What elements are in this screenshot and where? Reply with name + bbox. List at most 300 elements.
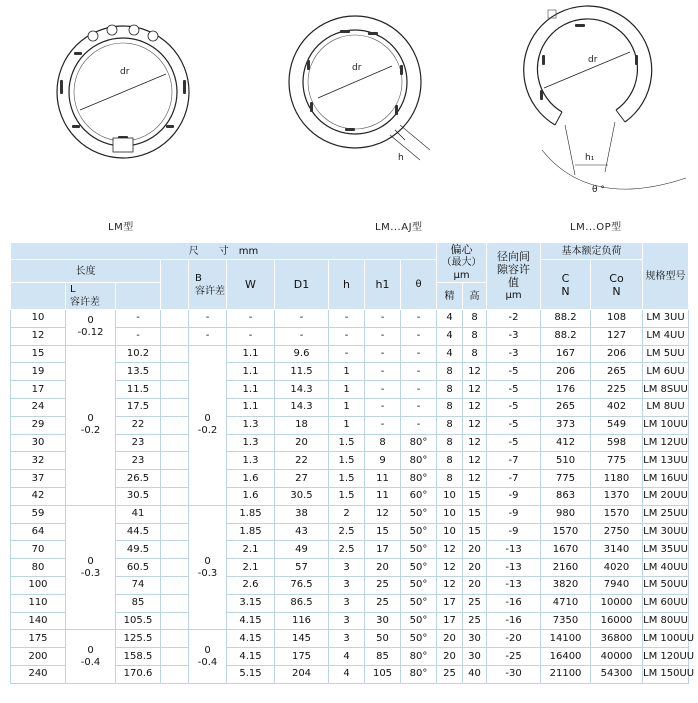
cell-6: 25	[365, 576, 401, 594]
cell-10: -5	[487, 416, 541, 434]
cell-l: 85	[116, 594, 161, 612]
spec-table	[10, 242, 695, 684]
cell-5: 2	[329, 505, 365, 523]
cell-spacer	[161, 505, 189, 523]
aj-h-label: h	[398, 153, 404, 163]
cell-4: 86.5	[275, 594, 329, 612]
cell-3: 2.1	[227, 559, 275, 577]
cell-13: LM 16UU	[643, 470, 689, 488]
cell-4: 175	[275, 648, 329, 666]
cell-6: 8	[365, 434, 401, 452]
cell-6: 20	[365, 559, 401, 577]
cell-7: -	[401, 310, 437, 328]
radial-header: 径向间 隙容许 值 μm	[487, 243, 541, 310]
cell-3: 2.6	[227, 576, 275, 594]
cell-4: 204	[275, 665, 329, 683]
cell-9: 15	[463, 487, 487, 505]
cell-7: 80°	[401, 434, 437, 452]
cell-6: 11	[365, 487, 401, 505]
cell-3: 1.3	[227, 434, 275, 452]
b-header: B 容许差	[189, 260, 227, 310]
cell-7: -	[401, 345, 437, 363]
cell-d: 80	[11, 559, 66, 577]
op-type-diagram	[500, 0, 698, 215]
cell-spacer	[161, 487, 189, 505]
cell-4: 14.3	[275, 398, 329, 416]
blank-header	[116, 283, 161, 310]
cell-5: 1	[329, 363, 365, 381]
cell-10: -25	[487, 648, 541, 666]
cell-d: 30	[11, 434, 66, 452]
cell-l-tol: 0 -0.4	[66, 630, 116, 683]
cell-6: -	[365, 327, 401, 345]
cell-l: -	[116, 310, 161, 328]
cell-12: 40000	[591, 648, 643, 666]
cell-8: 25	[437, 665, 463, 683]
cell-11: 412	[541, 434, 591, 452]
cell-5: 1.5	[329, 452, 365, 470]
cell-l: 22	[116, 416, 161, 434]
cell-l: 13.5	[116, 363, 161, 381]
cell-5: 3	[329, 612, 365, 630]
cell-5: 3	[329, 630, 365, 648]
cell-10: -9	[487, 523, 541, 541]
cell-13: LM 13UU	[643, 452, 689, 470]
cell-4: 9.6	[275, 345, 329, 363]
cell-9: 12	[463, 434, 487, 452]
cell-d: 24	[11, 398, 66, 416]
cell-9: 30	[463, 648, 487, 666]
cell-12: 265	[591, 363, 643, 381]
cell-d: 240	[11, 665, 66, 683]
cell-13: LM 40UU	[643, 559, 689, 577]
cell-spacer	[161, 363, 189, 381]
aj-dr-label: dr	[352, 63, 362, 73]
spacer-header	[161, 260, 189, 310]
w-header: W	[227, 260, 275, 310]
cell-3: 1.6	[227, 470, 275, 488]
cell-8: 4	[437, 345, 463, 363]
cell-l: 41	[116, 505, 161, 523]
cell-3: 1.1	[227, 381, 275, 399]
cell-11: 4710	[541, 594, 591, 612]
cell-6: -	[365, 381, 401, 399]
cell-l: 23	[116, 434, 161, 452]
table-row	[11, 505, 689, 523]
cell-11: 3820	[541, 576, 591, 594]
cell-10: -20	[487, 630, 541, 648]
cell-4: 43	[275, 523, 329, 541]
cell-13: LM 150UU	[643, 665, 689, 683]
cell-9: 25	[463, 594, 487, 612]
cell-3: 1.1	[227, 345, 275, 363]
aj-type-caption: LM...AJ型	[375, 222, 423, 233]
cell-8: 20	[437, 648, 463, 666]
cell-d: 15	[11, 345, 66, 363]
cell-13: LM 3UU	[643, 310, 689, 328]
d-blank-header	[11, 283, 66, 310]
cell-7: 50°	[401, 505, 437, 523]
cell-10: -3	[487, 327, 541, 345]
cell-13: LM 30UU	[643, 523, 689, 541]
cell-5: -	[329, 310, 365, 328]
cell-3: 4.15	[227, 630, 275, 648]
cell-spacer	[161, 327, 189, 345]
cell-l: 74	[116, 576, 161, 594]
cell-12: 775	[591, 452, 643, 470]
cell-11: 863	[541, 487, 591, 505]
cell-spacer	[161, 470, 189, 488]
op-type-caption: LM...OP型	[570, 222, 622, 233]
cell-9: 40	[463, 665, 487, 683]
cell-l: -	[116, 327, 161, 345]
cell-8: 8	[437, 398, 463, 416]
cell-9: 15	[463, 523, 487, 541]
cell-d: 42	[11, 487, 66, 505]
cell-6: 15	[365, 523, 401, 541]
cell-7: 50°	[401, 559, 437, 577]
cell-l: 30.5	[116, 487, 161, 505]
dims-header: 尺 寸 mm	[11, 243, 437, 260]
cell-5: -	[329, 327, 365, 345]
cell-l: 11.5	[116, 381, 161, 399]
cell-9: 25	[463, 612, 487, 630]
cell-d: 140	[11, 612, 66, 630]
cell-8: 12	[437, 541, 463, 559]
cell-l-tol: 0 -0.2	[66, 345, 116, 505]
cell-13: LM 8UU	[643, 398, 689, 416]
aj-type-diagram	[270, 0, 470, 215]
cell-l-tol: 0 -0.12	[66, 310, 116, 346]
cell-9: 12	[463, 363, 487, 381]
lm-dr-label: dr	[120, 67, 130, 77]
cell-13: LM 4UU	[643, 327, 689, 345]
cell-5: -	[329, 345, 365, 363]
cell-3: 1.85	[227, 523, 275, 541]
cell-5: 1	[329, 416, 365, 434]
cell-5: 3	[329, 559, 365, 577]
cell-b-tol: -	[189, 327, 227, 345]
cell-13: LM 20UU	[643, 487, 689, 505]
cell-10: -7	[487, 452, 541, 470]
cell-13: LM 50UU	[643, 576, 689, 594]
cell-5: 3	[329, 576, 365, 594]
cell-l: 125.5	[116, 630, 161, 648]
cell-8: 8	[437, 470, 463, 488]
cell-4: 145	[275, 630, 329, 648]
cell-7: 80°	[401, 470, 437, 488]
cell-6: -	[365, 363, 401, 381]
table-row	[11, 310, 689, 328]
cell-5: 2.5	[329, 523, 365, 541]
cell-12: 16000	[591, 612, 643, 630]
cell-4: 11.5	[275, 363, 329, 381]
table-row	[11, 345, 689, 363]
cell-7: -	[401, 416, 437, 434]
cell-9: 20	[463, 541, 487, 559]
cell-spacer	[161, 310, 189, 328]
cell-6: -	[365, 398, 401, 416]
cell-5: 4	[329, 665, 365, 683]
cell-8: 8	[437, 452, 463, 470]
cell-10: -13	[487, 541, 541, 559]
cell-8: 4	[437, 327, 463, 345]
cell-d: 200	[11, 648, 66, 666]
cell-11: 176	[541, 381, 591, 399]
diagram-area	[0, 0, 698, 240]
cell-l: 17.5	[116, 398, 161, 416]
cell-13: LM 8SUU	[643, 381, 689, 399]
cell-10: -16	[487, 594, 541, 612]
cell-8: 8	[437, 363, 463, 381]
cell-12: 127	[591, 327, 643, 345]
load-header: 基本额定负荷	[541, 243, 643, 260]
cell-5: 1.5	[329, 434, 365, 452]
cell-d: 17	[11, 381, 66, 399]
cell-spacer	[161, 576, 189, 594]
cell-d: 32	[11, 452, 66, 470]
cell-7: 60°	[401, 487, 437, 505]
model-header: 规格型号	[643, 243, 689, 310]
ecc-header: 偏心 （最大） μm	[437, 243, 487, 283]
cell-9: 12	[463, 470, 487, 488]
cell-12: 3140	[591, 541, 643, 559]
cell-8: 10	[437, 505, 463, 523]
cell-l: 60.5	[116, 559, 161, 577]
high-header: 高	[463, 283, 487, 310]
cell-b-tol: 0 -0.3	[189, 505, 227, 630]
cell-10: -3	[487, 345, 541, 363]
cell-12: 598	[591, 434, 643, 452]
cell-4: 57	[275, 559, 329, 577]
cell-10: -13	[487, 559, 541, 577]
cell-b-tol: 0 -0.4	[189, 630, 227, 683]
cell-12: 10000	[591, 594, 643, 612]
cell-11: 16400	[541, 648, 591, 666]
cell-spacer	[161, 559, 189, 577]
cell-7: -	[401, 398, 437, 416]
cell-6: -	[365, 416, 401, 434]
cell-12: 108	[591, 310, 643, 328]
cell-d: 100	[11, 576, 66, 594]
cell-5: 2.5	[329, 541, 365, 559]
cell-7: 50°	[401, 630, 437, 648]
cell-d: 70	[11, 541, 66, 559]
cell-3: 1.3	[227, 452, 275, 470]
cell-6: 85	[365, 648, 401, 666]
cell-10: -7	[487, 470, 541, 488]
cell-9: 15	[463, 505, 487, 523]
cell-9: 20	[463, 576, 487, 594]
theta-header: θ	[401, 260, 437, 310]
cell-5: 1	[329, 398, 365, 416]
co-header: Co N	[591, 260, 643, 310]
cell-11: 167	[541, 345, 591, 363]
cell-d: 59	[11, 505, 66, 523]
cell-13: LM 5UU	[643, 345, 689, 363]
cell-l: 170.6	[116, 665, 161, 683]
cell-7: 50°	[401, 612, 437, 630]
cell-spacer	[161, 523, 189, 541]
cell-4: 76.5	[275, 576, 329, 594]
cell-8: 8	[437, 416, 463, 434]
cell-8: 8	[437, 381, 463, 399]
cell-12: 7940	[591, 576, 643, 594]
cell-11: 2160	[541, 559, 591, 577]
op-theta-label: θ °	[592, 185, 605, 195]
cell-6: -	[365, 345, 401, 363]
cell-12: 549	[591, 416, 643, 434]
cell-l: 105.5	[116, 612, 161, 630]
cell-spacer	[161, 648, 189, 666]
cell-6: 50	[365, 630, 401, 648]
cell-10: -30	[487, 665, 541, 683]
cell-9: 12	[463, 381, 487, 399]
cell-6: 11	[365, 470, 401, 488]
cell-11: 14100	[541, 630, 591, 648]
cell-8: 20	[437, 630, 463, 648]
cell-8: 8	[437, 434, 463, 452]
cell-4: 18	[275, 416, 329, 434]
cell-7: -	[401, 327, 437, 345]
table-row	[11, 630, 689, 648]
cell-9: 30	[463, 630, 487, 648]
cell-12: 402	[591, 398, 643, 416]
cell-spacer	[161, 630, 189, 648]
cell-11: 1570	[541, 523, 591, 541]
cell-11: 373	[541, 416, 591, 434]
d1-header: D1	[275, 260, 329, 310]
h1-header: h1	[365, 260, 401, 310]
cell-13: LM 80UU	[643, 612, 689, 630]
cell-d: 12	[11, 327, 66, 345]
cell-l: 44.5	[116, 523, 161, 541]
cell-13: LM 10UU	[643, 416, 689, 434]
cell-b-tol: -	[189, 310, 227, 328]
cell-12: 1570	[591, 505, 643, 523]
cell-12: 225	[591, 381, 643, 399]
cell-8: 4	[437, 310, 463, 328]
cell-11: 775	[541, 470, 591, 488]
cell-spacer	[161, 434, 189, 452]
cell-3: 5.15	[227, 665, 275, 683]
cell-3: 3.15	[227, 594, 275, 612]
cell-7: 50°	[401, 576, 437, 594]
cell-4: 38	[275, 505, 329, 523]
cell-spacer	[161, 594, 189, 612]
cell-d: 10	[11, 310, 66, 328]
cell-13: LM 60UU	[643, 594, 689, 612]
cell-l: 26.5	[116, 470, 161, 488]
cell-10: -5	[487, 398, 541, 416]
cell-4: 20	[275, 434, 329, 452]
cell-spacer	[161, 541, 189, 559]
cell-12: 1370	[591, 487, 643, 505]
cell-6: 25	[365, 594, 401, 612]
cell-9: 8	[463, 345, 487, 363]
cell-6: 17	[365, 541, 401, 559]
cell-3: 1.1	[227, 363, 275, 381]
cell-12: 4020	[591, 559, 643, 577]
cell-3: 4.15	[227, 612, 275, 630]
cell-13: LM 12UU	[643, 434, 689, 452]
cell-3: 1.3	[227, 416, 275, 434]
cell-b-tol: 0 -0.2	[189, 345, 227, 505]
cell-d: 175	[11, 630, 66, 648]
cell-5: 1	[329, 381, 365, 399]
cell-spacer	[161, 452, 189, 470]
precise-header: 精	[437, 283, 463, 310]
cell-spacer	[161, 416, 189, 434]
cell-d: 37	[11, 470, 66, 488]
cell-7: 50°	[401, 523, 437, 541]
cell-12: 54300	[591, 665, 643, 683]
cell-13: LM 25UU	[643, 505, 689, 523]
cell-13: LM 35UU	[643, 541, 689, 559]
cell-4: 14.3	[275, 381, 329, 399]
cell-10: -9	[487, 505, 541, 523]
cell-9: 12	[463, 452, 487, 470]
cell-7: 80°	[401, 665, 437, 683]
cell-10: -5	[487, 363, 541, 381]
op-dr-label: dr	[588, 55, 598, 65]
cell-8: 12	[437, 559, 463, 577]
spec-table-body	[11, 310, 695, 684]
cell-10: -5	[487, 434, 541, 452]
cell-12: 36800	[591, 630, 643, 648]
cell-7: 80°	[401, 452, 437, 470]
cell-9: 12	[463, 416, 487, 434]
cell-11: 510	[541, 452, 591, 470]
op-h1-label: h₁	[585, 153, 595, 163]
cell-4: 27	[275, 470, 329, 488]
cell-13: LM 100UU	[643, 630, 689, 648]
cell-6: 105	[365, 665, 401, 683]
cell-5: 4	[329, 648, 365, 666]
cell-8: 10	[437, 523, 463, 541]
cell-10: -16	[487, 612, 541, 630]
cell-6: 12	[365, 505, 401, 523]
cell-11: 88.2	[541, 310, 591, 328]
cell-4: 22	[275, 452, 329, 470]
cell-11: 1670	[541, 541, 591, 559]
cell-3: 1.1	[227, 398, 275, 416]
cell-13: LM 6UU	[643, 363, 689, 381]
cell-7: -	[401, 363, 437, 381]
cell-9: 8	[463, 310, 487, 328]
cell-l: 49.5	[116, 541, 161, 559]
cell-spacer	[161, 381, 189, 399]
cell-5: 1.5	[329, 487, 365, 505]
cell-4: 49	[275, 541, 329, 559]
cell-spacer	[161, 345, 189, 363]
cell-10: -2	[487, 310, 541, 328]
cell-6: 9	[365, 452, 401, 470]
cell-spacer	[161, 665, 189, 683]
cell-9: 20	[463, 559, 487, 577]
cell-3: 4.15	[227, 648, 275, 666]
cell-d: 110	[11, 594, 66, 612]
cell-d: 64	[11, 523, 66, 541]
cell-6: 30	[365, 612, 401, 630]
lm-type-diagram	[40, 0, 220, 215]
cell-8: 17	[437, 594, 463, 612]
cell-spacer	[161, 398, 189, 416]
h-header: h	[329, 260, 365, 310]
cell-10: -13	[487, 576, 541, 594]
cell-9: 8	[463, 327, 487, 345]
cell-3: 2.1	[227, 541, 275, 559]
